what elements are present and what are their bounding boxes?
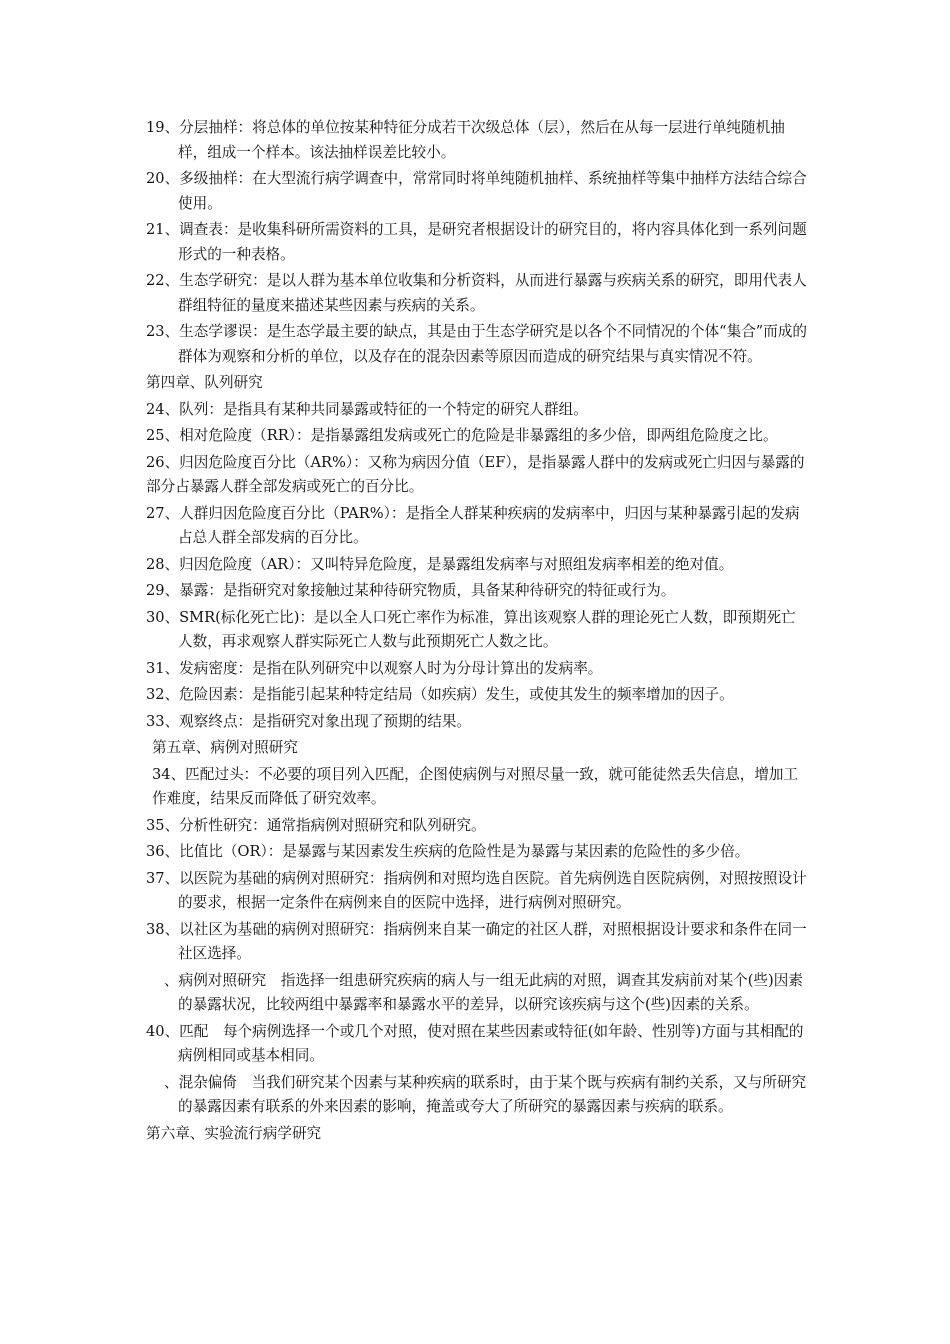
definition-23: 23、生态学谬误：是生态学最主要的缺点，其是由于生态学研究是以各个不同情况的个体“集合”而成的群体为观察和分析的单位，以及存在的混杂因素等原因而造成的研究结果与真实情况不符。 — [146, 323, 808, 365]
definition-21: 21、调查表：是收集科研所需资料的工具，是研究者根据设计的研究目的，将内容具体化到一系列问题形式的一种表格。 — [146, 221, 807, 263]
definition-40: 40、匹配 每个病例选择一个或几个对照，使对照在某些因素或特征(如年龄、性别等)方面与其相配的病例相同或基本相同。 — [146, 1022, 804, 1064]
definition-25: 25、相对危险度（RR）：是指暴露组发病或死亡的危险是非暴露组的多少倍，即两组危险度之比。 — [146, 427, 778, 444]
chapter-heading-4: 第四章、队列研究 — [146, 374, 263, 391]
definition-27: 27、人群归因危险度百分比（PAR%）：是指全人群某种疾病的发病率中，归因与某种暴露引起的发病占总人群全部发病的百分比。 — [146, 504, 800, 546]
definition-33: 33、观察终点：是指研究对象出现了预期的结果。 — [146, 712, 472, 730]
chapter-heading-6: 第六章、实验流行病学研究 — [146, 1124, 322, 1142]
definition-20: 20、多级抽样：在大型流行病学调查中，常常同时将单纯随机抽样、系统抽样等集中抽样方法结合综合使用。 — [146, 170, 807, 212]
definition-32: 32、危险因素：是指能引起某种特定结局（如疾病）发生，或使其发生的频率增加的因子。 — [146, 686, 734, 703]
definition-35: 35、分析性研究：通常指病例对照研究和队列研究。 — [146, 816, 486, 834]
definition-22: 22、生态学研究：是以人群为基本单位收集和分析资料，从而进行暴露与疾病关系的研究，即用代表人群组特征的量度来描述某些因素与疾病的关系。 — [146, 272, 807, 314]
definition-30: 30、SMR(标化死亡比)：是以全人口死亡率作为标准，算出该观察人群的理论死亡人数，即预期死亡人数，再求观察人群实际死亡人数与此预期死亡人数之比。 — [146, 608, 796, 650]
definition-26: 26、归因危险度百分比（AR%）：又称为病因分值（EF），是指暴露人群中的发病或死亡归因与暴露的部分占暴露人群全部发病或死亡的百分比。 — [146, 453, 805, 495]
chapter-heading-5: 第五章、病例对照研究 — [152, 739, 298, 756]
definition-36: 36、比值比（OR）：是暴露与某因素发生疾病的危险性是为暴露与某因素的危险性的多少倍。 — [146, 843, 750, 860]
definition-28: 28、归因危险度（AR）：又叫特异危险度，是暴露组发病率与对照组发病率相差的绝对值。 — [146, 555, 734, 573]
definition-34: 34、匹配过头：不必要的项目列入匹配，企图使病例与对照尽量一致，就可能徒然丢失信息，增加工作难度，结果反而降低了研究效率。 — [152, 765, 799, 807]
definition-38: 38、以社区为基础的病例对照研究：指病例来自某一确定的社区人群，对照根据设计要求和条件在同一社区选择。 — [146, 920, 807, 962]
definition-19: 19、分层抽样：将总体的单位按某种特征分成若干次级总体（层），然后在从每一层进行单纯随机抽样，组成一个样本。该法抽样误差比较小。 — [146, 119, 785, 161]
definition-31: 31、发病密度：是指在队列研究中以观察人时为分母计算出的发病率。 — [146, 659, 603, 677]
definition-24: 24、队列：是指具有某种共同暴露或特征的一个特定的研究人群组。 — [146, 400, 588, 418]
definition-37: 37、以医院为基础的病例对照研究：指病例和对照均选自医院。首先病例选自医院病例，对照按照设计的要求，根据一定条件在病例来自的医院中选择，进行病例对照研究。 — [146, 869, 807, 911]
definition-confounding-bias: 、混杂偏倚 当我们研究某个因素与某种疾病的联系时，由于某个既与疾病有制约关系，又与所研究的暴露因素有联系的外来因素的影响，掩盖或夸大了所研究的暴露因素与疾病的联系。 — [164, 1073, 807, 1115]
definition-29: 29、暴露：是指研究对象接触过某种待研究物质，具备某种待研究的特征或行为。 — [146, 582, 676, 599]
definition-case-control: 、病例对照研究 指选择一组患研究疾病的病人与一组无此病的对照，调查其发病前对某个(些)因素的暴露状况，比较两组中暴露率和暴露水平的差异，以研究该疾病与这个(些)因素的关系。 — [164, 971, 803, 1013]
document-page — [146, 116, 810, 1148]
